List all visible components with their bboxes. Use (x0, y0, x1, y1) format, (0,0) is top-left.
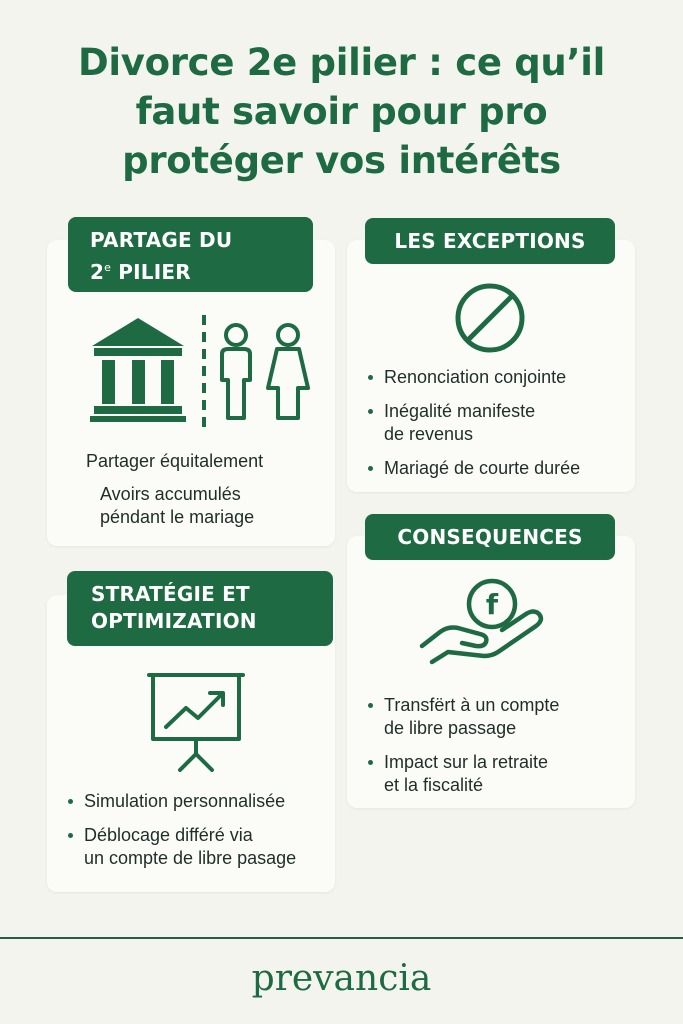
exceptions-item-2-text-1: Inégalité manifeste (384, 401, 536, 421)
consequences-item-1-text-1: Transfërt à un compte (384, 695, 560, 715)
consequences-list (366, 694, 559, 808)
partage-text-1: Partager équitalement (86, 451, 264, 471)
coin-letter: f (485, 588, 499, 621)
page-title (30, 38, 653, 185)
partage-heading-line-1: PARTAGE DU (90, 228, 233, 252)
partage-heading (68, 217, 313, 292)
footer-divider (0, 937, 683, 939)
consequences-item-2-text-1: Impact sur la retraite (384, 752, 549, 772)
exceptions-item-2 (366, 400, 580, 446)
title-line-2: faut savoir pour pro (135, 90, 548, 133)
exceptions-item-1 (366, 366, 580, 389)
partage-text-2 (100, 483, 254, 529)
bank-icon (88, 316, 188, 424)
strategie-item-1-text: Simulation personnalisée (84, 791, 286, 811)
presentation-chart-icon (146, 672, 246, 772)
dashed-divider-icon (201, 313, 207, 435)
exceptions-item-3 (366, 457, 580, 480)
partage-heading-number: 2 (90, 260, 105, 284)
strategie-heading-line-2: OPTIMIZATION (91, 609, 257, 633)
consequences-heading: CONSEQUENCES (365, 514, 615, 560)
title-line-3: protéger vos intérêts (122, 139, 561, 182)
partage-heading-line-2 (90, 254, 313, 286)
exceptions-list (366, 366, 580, 491)
partage-text-2-line-1: Avoirs accumulés (100, 484, 241, 504)
strategie-item-1 (66, 790, 296, 813)
partage-text-2-line-2: péndant le mariage (100, 507, 255, 527)
strategie-item-2-text-1: Déblocage différé via (84, 825, 253, 845)
consequences-item-1 (366, 694, 559, 740)
exceptions-item-2-text-2: de revenus (384, 424, 474, 444)
strategie-list (66, 790, 296, 881)
strategie-heading-line-1: STRATÉGIE ET (91, 582, 250, 606)
prohibited-icon (454, 282, 526, 354)
hand-coin-icon (418, 576, 550, 666)
consequences-item-2-text-2: et la fiscalité (384, 775, 484, 795)
exceptions-heading: LES EXCEPTIONS (365, 218, 615, 264)
exceptions-item-3-text: Mariagé de courte durée (384, 458, 581, 478)
consequences-item-1-text-2: de libre passage (384, 718, 517, 738)
brand-logo: prevancia (251, 958, 432, 999)
strategie-item-2-text-2: un compte de libre pasage (84, 848, 297, 868)
consequences-item-2 (366, 751, 559, 797)
partage-heading-sup: e (104, 261, 112, 274)
strategie-heading (67, 571, 333, 646)
title-line-1: Divorce 2e pilier : ce qu’il (78, 41, 605, 84)
people-icon (214, 322, 314, 422)
partage-heading-suffix: PILIER (111, 260, 191, 284)
strategie-item-2 (66, 824, 296, 870)
exceptions-item-1-text: Renonciation conjointe (384, 367, 567, 387)
